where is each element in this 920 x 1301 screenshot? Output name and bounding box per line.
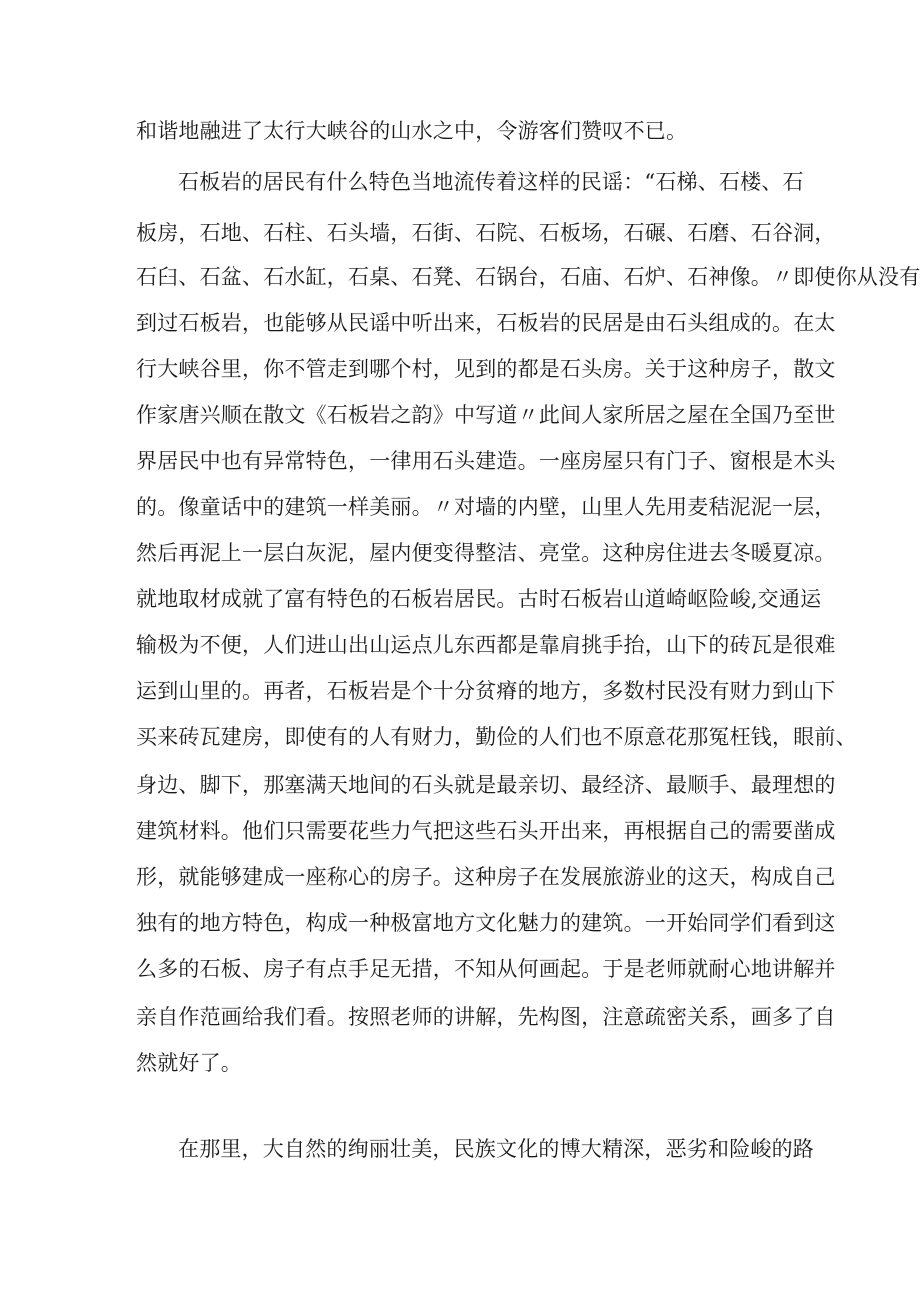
text-line: 运到山里的。再者，石板岩是个十分贫瘠的地方，多数村民没有财力到山下 [136,679,836,703]
text-line: 独有的地方特色，构成一种极富地方文化魅力的建筑。一开始同学们看到这 [136,911,836,935]
text-line: 就地取材成就了富有特色的石板岩居民。古时石板岩山道崎岖险峻,交通运 [136,587,822,611]
text-line: 亲自作范画给我们看。按照老师的讲解，先构图，注意疏密关系，画多了自 [136,1005,836,1029]
text-line: 行大峡谷里，你不管走到哪个村，见到的都是石头房。关于这种房子，散文 [136,357,836,381]
text-line: 和谐地融进了太行大峡谷的山水之中，令游客们赞叹不已。 [136,119,688,143]
text-line: 输极为不便，人们进山出山运点儿东西都是靠肩挑手抬，山下的砖瓦是很难 [136,633,836,657]
text-line: 然就好了。 [136,1051,242,1075]
text-line: 的。像童话中的建筑一样美丽。〃对墙的内壁，山里人先用麦秸泥泥一层， [136,495,836,519]
text-line: 然后再泥上一层白灰泥，屋内便变得整洁、亮堂。这种房住进去冬暖夏凉。 [136,541,836,565]
text-line: 身边、脚下，那塞满天地间的石头就是最亲切、最经济、最顺手、最理想的 [136,773,836,797]
text-line: 形，就能够建成一座称心的房子。这种房子在发展旅游业的这天，构成自己 [136,865,836,889]
text-line: 板房，石地、石柱、石头墙，石街、石院、石板场，石碾、石磨、石谷洞， [136,221,836,245]
text-line: 石板岩的居民有什么特色当地流传着这样的民谣：“石梯、石楼、石 [178,170,804,194]
text-line: 建筑材料。他们只需要花些力气把这些石头开出来，再根据自己的需要凿成 [136,819,836,843]
text-line: 界居民中也有异常特色，一律用石头建造。一座房屋只有门子、窗根是木头 [136,449,836,473]
text-line: 么多的石板、房子有点手足无措，不知从何画起。于是老师就耐心地讲解并 [136,957,836,981]
text-line: 作家唐兴顺在散文《石板岩之韵》中写道〃此间人家所居之屋在全国乃至世 [136,403,836,427]
text-line: 石臼、石盆、石水缸，石桌、石凳、石锅台，石庙、石炉、石神像。〃即使你从没有 [136,265,920,289]
text-line: 买来砖瓦建房，即使有的人有财力，勤俭的人们也不原意花那冤枉钱，眼前、 [136,725,857,749]
text-line: 在那里，大自然的绚丽壮美，民族文化的博大精深，恶劣和险峻的路 [178,1137,814,1161]
text-line: 到过石板岩，也能够从民谣中听出来，石板岩的民居是由石头组成的。在太 [136,311,836,335]
